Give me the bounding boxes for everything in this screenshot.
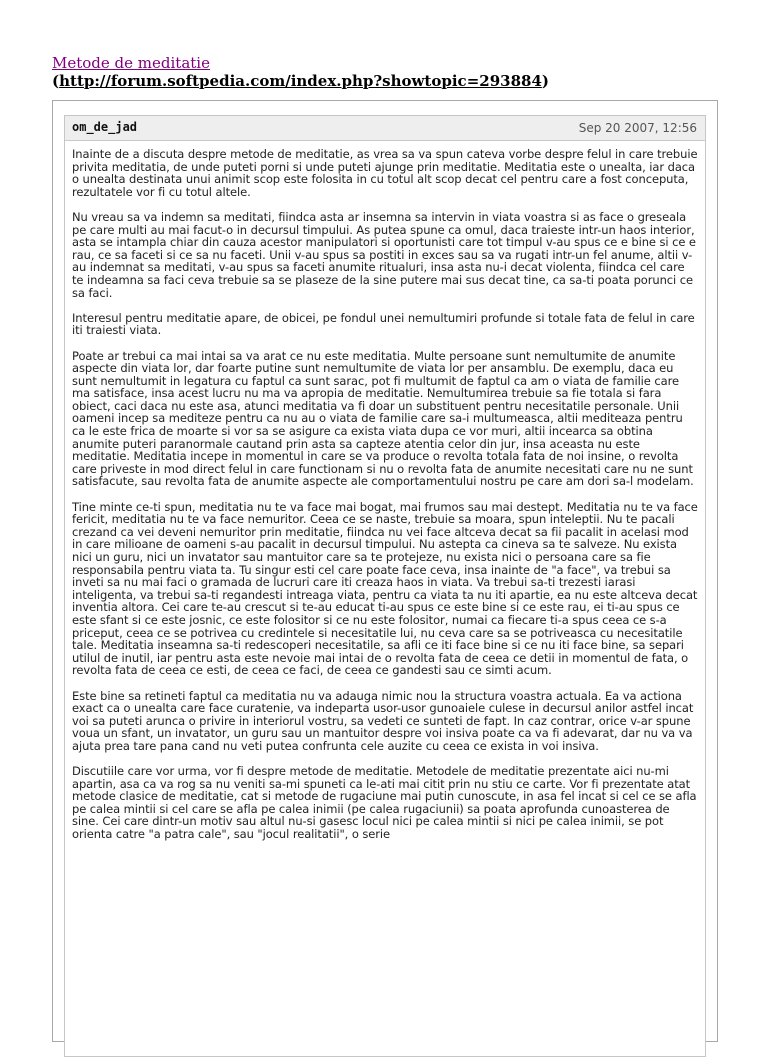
post-paragraph: Discutiile care vor urma, vor fi despre metode de meditatie. Metodele de meditatie prezentate aici nu-mi apartin, asa ca va rog sa nu veniti sa-mi spuneti ca le-ati mai citit prin nu stiu ce carte. Vor fi prezentate atat metode clasice de meditatie, cat si metode de rugaciune mai putin cunoscute, in asa fel incat si cel ce se afla pe calea mintii si cel care se afla pe calea inimii (pe calea rugaciunii) sa poata aprofunda cunoasterea de sine. Cei care dintr-un motiv sau altul nu-si gasesc locul nici pe calea mintii si nici pe calea inimii, se pot orienta catre "a patra cale", sau "jocul realitatii", o serie [72,764,697,842]
source-line [52,72,752,91]
post-body [65,141,705,841]
post-paragraph: Tine minte ce-ti spun, meditatia nu te va face mai bogat, mai frumos sau mai destept. Meditatia nu te va face fericit, meditatia nu te va face nemuritor. Ceea ce se naste, trebuie sa moara, spun inteleptii. Nu te pacali crezand ca vei deveni nemuritor prin meditatie, fiindca nu vei face altceva decat sa fii pacalit in acelasi mod in care milioane de oameni s-au pacalit in decursul timpului. Nu astepta ca cineva sa te salveze. Nu exista nici un guru, nici un invatator sau mantuitor care sa te protejeze, nu exista nici o persoana care sa fie responsabila pentru viata ta. Tu singur esti cel care poate face ceva, insa inainte de "a face", va trebui sa inveti sa nu mai faci o gramada de lucruri care iti creaza haos in viata. Va trebui sa-ti trezesti iarasi inteligenta, va trebui sa-ti regandesti intreaga viata, pentru ca viata ta nu iti apartie, ea nu este altceva decat inventia altora. Cei care te-au crescut si te-au educat ti-au spus ce este bine si ce este rau, ei ti-au spus ce este sfant si ce este josnic, ce este folositor si ce nu este folositor, numai ca fiecare ti-a spus ceea ce s-a priceput, ceea ce se potrivea cu credintele si necesitatile lui, nu ceva care sa se potriveasca cu necesitatile tale. Meditatia inseamna sa-ti redescoperi necesitatile, sa afli ce iti face bine si ce nu iti face bine, sa separi utilul de inutil, iar pentru asta este nevoie mai intai de o revolta fata de ceea ce detii in momentul de fata, o revolta fata de ceea ce esti, de ceea ce faci, de ceea ce gandesti sau ce simti acum. [72,499,698,678]
post-paragraph: Poate ar trebui ca mai intai sa va arat ce nu este meditatia. Multe persoane sunt nemultumite de anumite aspecte din viata lor, dar foarte putine sunt nemultumite de viata lor per ansamblu. De exemplu, daca eu sunt nemultumit in legatura cu faptul ca sunt sarac, pot fi multumit de faptul ca am o viata de familie care ma satisface, insa acest lucru nu ma va apropia de meditatie. Nemultumirea trebuie sa fie totala si fara obiect, caci daca nu este asa, atunci meditatia va fi doar un substituent pentru necesitatile personale. Unii oameni incep sa mediteze pentru ca nu au o viata de familie care sa-i multumeasca, altii mediteaza pentru ca le este frica de moarte si vor sa se asigure ca exista viata dupa ce vor muri, altii incearca sa obtina anumite puteri paranormale cautand prin asta sa capteze atentia celor din jur, insa aceasta nu este meditatie. Meditatia incepe in momentul in care se va produce o revolta totala fata de noi insine, o revolta care priveste in mod direct felul in care functionam si nu o revolta fata de anumite necesitati care nu ne sunt satisfacute, sau revolta fata de anumite aspecte ale comportamentului nostru pe care am dori sa-l modelam. [72,348,694,489]
post-paragraph: Inainte de a discuta despre metode de meditatie, as vrea sa va spun cateva vorbe despre felul in care trebuie privita meditatia, de unde puteti porni si unde puteti ajunge prin meditatie. Meditatia este o unealta, iar daca o unealta destinata unui animit scop este folosita in cu totul alt scop decat cel pentru care a fost conceputa, rezultatele vor fi cu totul altele. [72,147,698,199]
post-paragraph: Interesul pentru meditatie apare, de obicei, pe fondul unei nemultumiri profunde si totale fata de felul in care iti traiesti viata. [72,310,695,338]
forum-post [64,115,706,1057]
document-header [52,53,752,91]
post-paragraph: Nu vreau sa va indemn sa meditati, fiindca asta ar insemna sa intervin in viata voastra si as face o greseala pe care multi au mai facut-o in decursul timpului. As putea spune ca omul, daca traieste intr-un haos interior, asta se intampla chiar din cauza acestor manipulatori si oportunisti care tot timpul v-au spus ce e bine si ce e rau, ce sa faceti si ce sa nu faceti. Unii v-au spus sa postiti in exces sau sa va rugati intr-un fel anume, altii v-au indemnat sa meditati, v-au spus sa faceti anumite ritualuri, insa asta nu-i decat violenta, fiindca cel care te indeamna sa faci ceva trebuie sa se plaseze de la sine putere mai sus decat tine, ca sa-ti poata porunci ce sa faci. [72,209,696,300]
post-date: Sep 20 2007, 12:56 [578,121,697,135]
source-url-link[interactable]: http://forum.softpedia.com/index.php?showtopic=293884 [59,72,542,90]
post-author[interactable]: om_de_jad [72,120,138,134]
source-close-paren: ) [541,72,549,90]
content-frame [52,100,718,1042]
post-paragraph: Este bine sa retineti faptul ca meditatia nu va adauga nimic nou la structura voastra actuala. Ea va actiona exact ca o unealta care face curatenie, va indeparta usor-usor gunoaiele culese in decursul anilor astfel incat voi sa puteti arunca o privire in interiorul vostru, sa vedeti ce sunteti de fapt. In caz contrar, orice v-ar spune voua un sfant, un invatator, un guru sau un mantuitor despre voi insiva poate ca va fi adevarat, dar nu va va ajuta prea tare pana cand nu veti putea confrunta cele auzite cu ceea ce exista in voi insiva. [72,688,694,753]
page-title-link[interactable]: Metode de meditatie [52,54,210,72]
source-open-paren: ( [52,72,60,90]
post-header [65,116,705,141]
